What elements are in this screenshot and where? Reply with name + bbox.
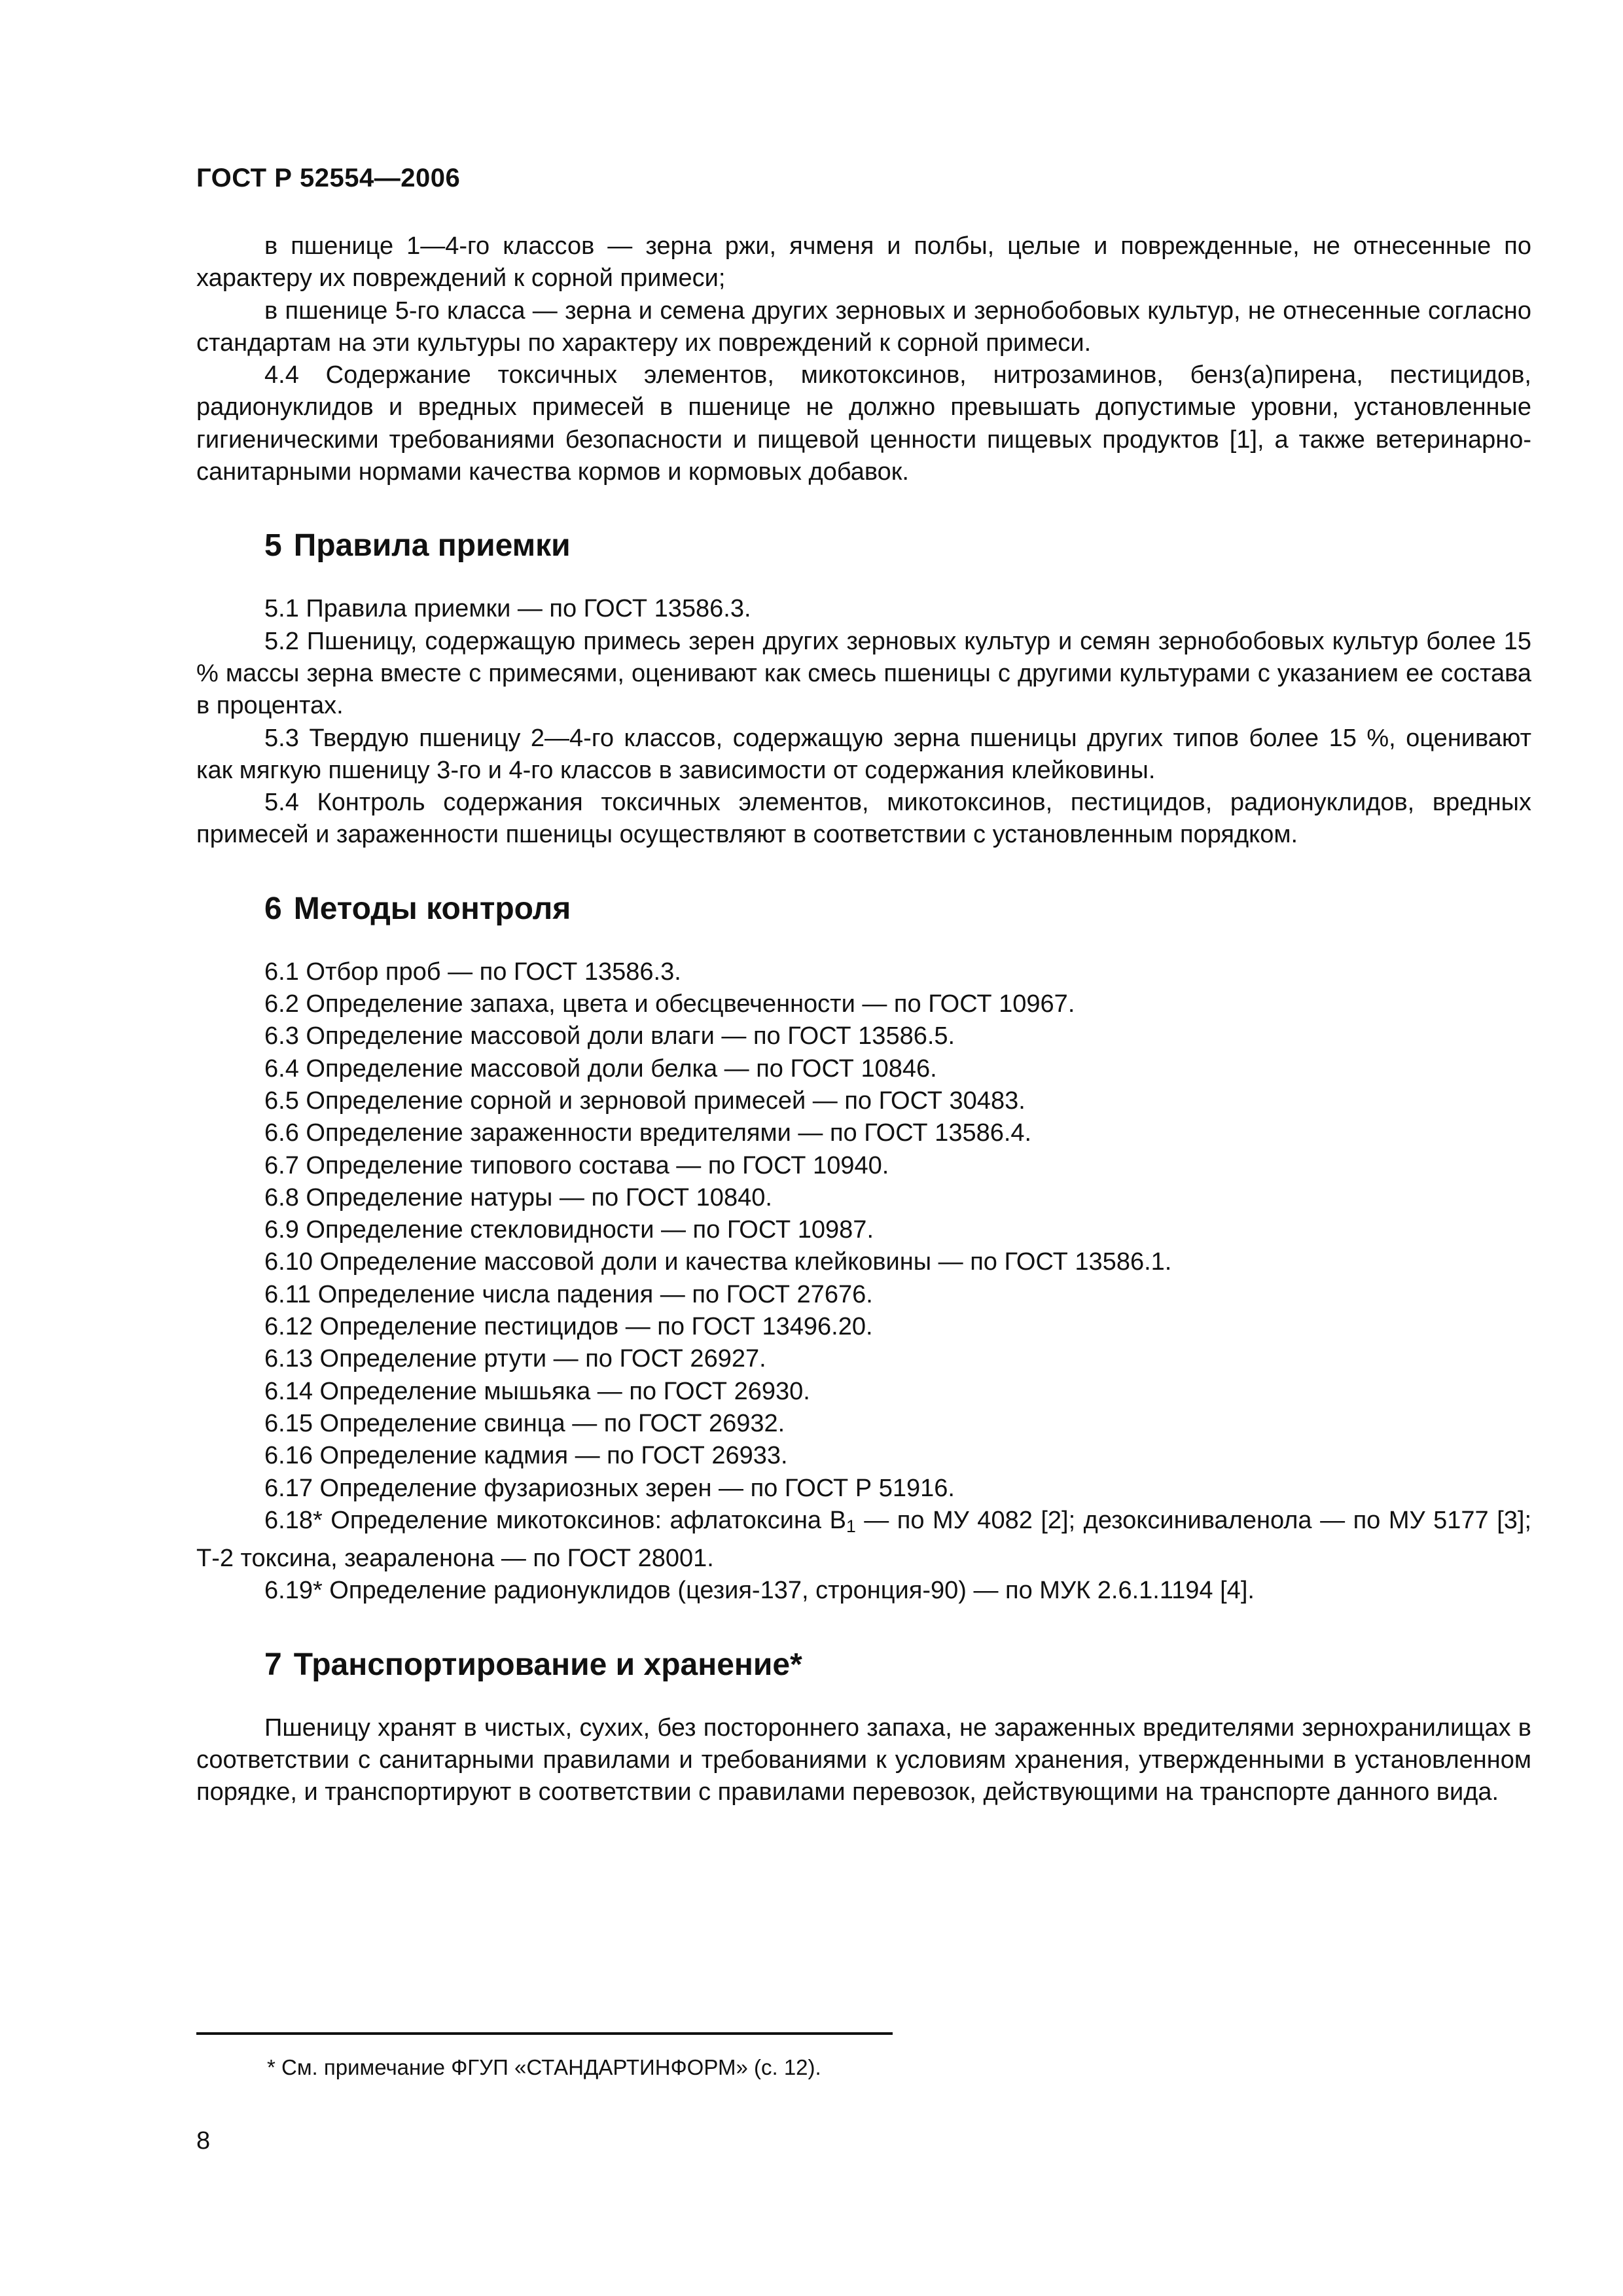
paragraph: 5.1 Правила приемки — по ГОСТ 13586.3.: [264, 595, 751, 623]
paragraph: Пшеницу хранят в чистых, сухих, без постороннего запаха, не зараженных вредителями зернохранилищах в соответствии с санитарными правилами и требованиями к условиям хранения, утвержденными в установленном порядке, и транспортируют в соответствии с правилами перевозок, действующими на транспорте данного вида.: [196, 1713, 1531, 1806]
list-item: 6.17 Определение фузариозных зерен — по ГОСТ Р 51916.: [264, 1474, 955, 1502]
list-item: 6.13 Определение ртути — по ГОСТ 26927.: [264, 1345, 766, 1373]
section-heading-6: [264, 889, 1531, 929]
list-item-mycotoxins: [196, 1505, 1531, 1575]
list-item: 6.7 Определение типового состава — по ГОСТ 10940.: [264, 1151, 889, 1179]
list-item: 6.6 Определение зараженности вредителями — по ГОСТ 13586.4.: [264, 1119, 1032, 1147]
paragraph: в пшенице 5-го класса — зерна и семена других зерновых и зернобобовых культур, не отнесенные согласно стандартам на эти культуры по характеру их повреждений к сорной примеси.: [196, 296, 1531, 357]
section-number: 5: [264, 528, 282, 564]
paragraph: в пшенице 1—4-го классов — зерна ржи, ячменя и полбы, целые и поврежденные, не отнесенные по характеру их повреждений к сорной примеси;: [196, 232, 1531, 293]
page-number: 8: [196, 2127, 211, 2155]
footnote-divider: [196, 2032, 893, 2035]
document-body: [196, 230, 1531, 1809]
paragraph: 5.3 Твердую пшеницу 2—4-го классов, содержащую зерна пшеницы других типов более 15 %, оценивают как мягкую пшеницу 3-го и 4-го классов в зависимости от содержания клейковины.: [196, 724, 1531, 784]
list-item: 6.15 Определение свинца — по ГОСТ 26932.: [264, 1409, 785, 1437]
text-run: 6.18* Определение микотоксинов: афлатоксина В: [264, 1506, 846, 1534]
list-item: 6.4 Определение массовой доли белка — по ГОСТ 10846.: [264, 1054, 937, 1083]
list-item: 6.5 Определение сорной и зерновой примесей — по ГОСТ 30483.: [264, 1086, 1026, 1115]
section-heading-5: [264, 526, 1531, 565]
section-title-text: Методы контроля: [293, 891, 571, 926]
list-item: 6.10 Определение массовой доли и качества клейковины — по ГОСТ 13586.1.: [264, 1248, 1172, 1276]
footnote: * См. примечание ФГУП «СТАНДАРТИНФОРМ» (с. 12).: [267, 2055, 821, 2079]
list-item: 6.8 Определение натуры — по ГОСТ 10840.: [264, 1183, 772, 1211]
list-item: 6.19* Определение радионуклидов (цезия-137, стронция-90) — по МУК 2.6.1.1194 [4].: [264, 1577, 1255, 1605]
section-number: 7: [264, 1647, 282, 1682]
paragraph: 4.4 Содержание токсичных элементов, микотоксинов, нитрозаминов, бенз(а)пирена, пестицидов, радионуклидов и вредных примесей в пшенице не должно превышать допустимые уровни, установленные гигиеническими требованиями безопасности и пищевой ценности пищевых продуктов [1], а также ветеринарно-санитарными нормами качества кормов и кормовых добавок.: [196, 361, 1531, 486]
list-item: 6.3 Определение массовой доли влаги — по ГОСТ 13586.5.: [264, 1022, 955, 1050]
list-item: 6.12 Определение пестицидов — по ГОСТ 13496.20.: [264, 1313, 873, 1341]
text-run: — по МУ 4082 [2]; дезоксиниваленола — по МУ 5177 [3]; Т-2 токсина, зеараленона — по ГОСТ 28001.: [196, 1506, 1531, 1573]
list-item: 6.2 Определение запаха, цвета и обесцвеченности — по ГОСТ 10967.: [264, 990, 1075, 1018]
list-item: 6.14 Определение мышьяка — по ГОСТ 26930.: [264, 1377, 810, 1405]
section-number: 6: [264, 891, 282, 926]
section-title-text: Правила приемки: [293, 528, 571, 564]
list-item: 6.16 Определение кадмия — по ГОСТ 26933.: [264, 1442, 788, 1470]
subscript: 1: [846, 1516, 856, 1536]
list-item: 6.1 Отбор проб — по ГОСТ 13586.3.: [264, 958, 681, 986]
section-title-text: Транспортирование и хранение*: [293, 1647, 802, 1682]
running-header: ГОСТ Р 52554—2006: [196, 164, 461, 192]
paragraph: 5.2 Пшеницу, содержащую примесь зерен других зерновых культур и семян зернобобовых культур более 15 % массы зерна вместе с примесями, оценивают как смесь пшеницы с другими культурами с указанием ее состава в процентах.: [196, 627, 1531, 720]
list-item: 6.11 Определение числа падения — по ГОСТ 27676.: [264, 1280, 873, 1308]
list-item: 6.9 Определение стекловидности — по ГОСТ 10987.: [264, 1216, 874, 1244]
paragraph: 5.4 Контроль содержания токсичных элементов, микотоксинов, пестицидов, радионуклидов, вредных примесей и зараженности пшеницы осуществляют в соответствии с установленным порядком.: [196, 789, 1531, 849]
methods-list: [196, 956, 1531, 1505]
section-heading-7: [264, 1645, 1531, 1685]
